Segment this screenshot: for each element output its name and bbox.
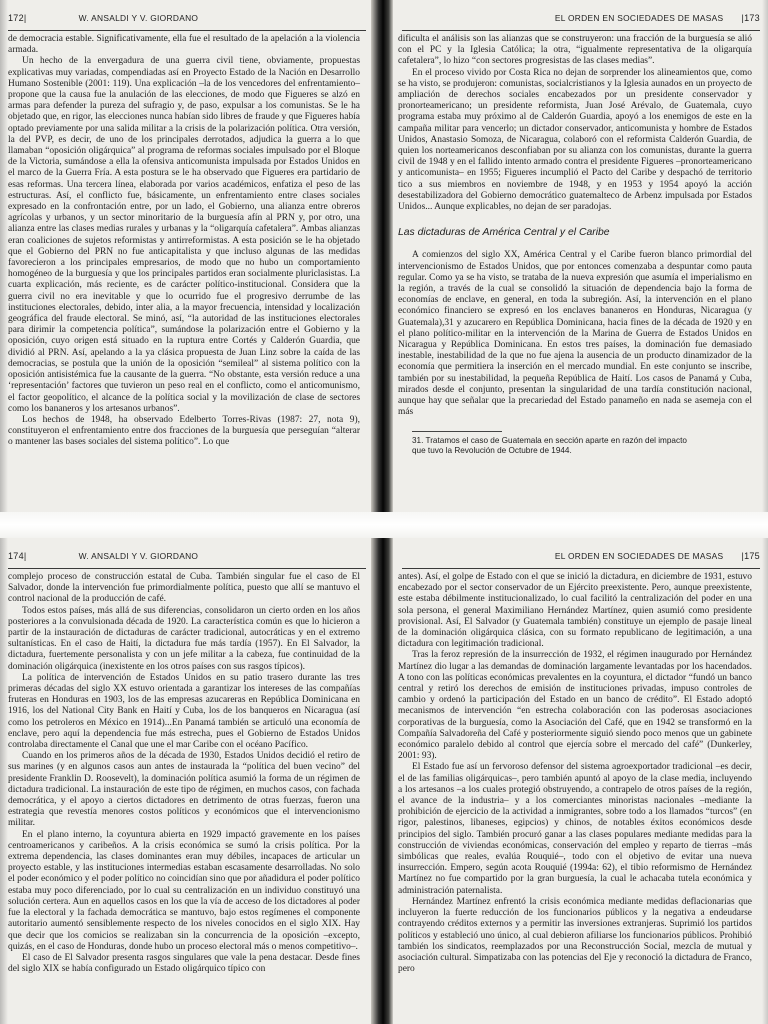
running-head bbox=[402, 6, 760, 31]
running-title: EL ORDEN EN SOCIEDADES DE MASAS bbox=[554, 13, 724, 23]
book-spine bbox=[371, 0, 393, 512]
paragraph: Un hecho de la envergadura de una guerra civil tiene, obviamente, propuestas explicativas muy variadas, compendiadas así en Proyecto Estado de la Nación en Desarrollo Humano Sostenible (2001: 119). Una explicación –la de los vencedores del enfrentamiento– propone que la causa fue la anulación de las elecciones, de modo que Figueres se alzó en armas para defender la pureza del sufragio y, de paso, expulsar a los comunistas. Se le ha objetado que, en rigor, las elecciones nunca habían sido libres de fraude y que Figueres había optado previamente por una salida militar a la crisis de la polarización política. Otra versión, la del PVP, es decir, de uno de los principales derrotados, adjudica la guerra a lo que llamaban “oposición oligárquica” al programa de reformas sociales impulsado por el Bloque de la Victoria, sumándose a ella la ofensiva anticomunista impulsada por Estados Unidos en el marco de la Guerra Fría. A esta postura se le ha observado que Figueres era partidario de esas reformas. Una tercera línea, elaborada por varios académicos, enfatiza el peso de las estructuras. Así, el conflicto fue, básicamente, un enfrentamiento entre clases sociales expresado en la confrontación entre, por un lado, el Gobierno, una alianza entre obreros agrícolas y urbanos, y un sector minoritario de la burguesía afín al PRN y, por otro, una alianza entre las clases medias rurales y urbanas y la “oligarquía cafetalera”. Ambas alianzas eran coaliciones de sujetos reformistas y antirreformistas. A esta posición se le ha objetado que el Gobierno del PRN no fue anticapitalista y que incluso algunas de las medidas favorecieron a los principales empresarios, de modo que no hubo un comportamiento homogéneo de la burguesía y que los principales partidos eran socialmente pluriclasistas. La cuarta explicación, más reciente, es de carácter político-institucional. Considera que la guerra civil no era inevitable y que lo ocurrido fue el progresivo derrumbe de las instituciones electorales, debido, inter alia, a la mayor frecuencia, intensidad y localización geográfica del fraude electoral. Se minó, así, “la autoridad de las instituciones electorales para dirimir la competencia política”, sumándose la polarización entre el Gobierno y la oposición, cuyo origen está situado en la ruptura entre Cortés y Calderón Guardia, que dividió al PRN. Así, apelando a la ya clásica propuesta de Juan Linz sobre la caída de las democracias, se postula que la unión de la oposición “semileal” al sistema político con la oposición antisistémica fue la causante de la guerra. “No obstante, esta versión reduce a una ‘representación’ factores que tuvieron un peso real en el conflicto, como el anticomunismo, el factor geopolítico, el alcance de la política social y la movilización de clase de sectores como los bananeros y los artesanos urbanos”. bbox=[8, 56, 360, 414]
section-heading: Las dictaduras de América Central y el Caribe bbox=[398, 227, 610, 239]
body-text bbox=[8, 34, 360, 512]
paragraph: Cuando en los primeros años de la década de 1930, Estados Unidos decidió el retiro de sus marines (y en algunos casos aun antes de instaurada la “política del buen vecino” del presidente Franklin D. Roosevelt), la dominación política asumió la forma de un régimen de dictadura tradicional. La instauración de este tipo de régimen, en muchos casos, con fachada democrática, y el apoyo a ciertos dictadores en detrimento de otras fuerzas, fueron una estrategia que revestía menores costos políticos y económicos que el intervencionismo militar. bbox=[8, 751, 360, 829]
page-edge-shadow bbox=[762, 0, 768, 512]
page-172 bbox=[0, 0, 374, 512]
footnote: 31. Tratamos el caso de Guatemala en sección aparte en razón del impacto que tuvo la Revolución de Octubre de 1944. bbox=[412, 435, 687, 455]
running-head bbox=[8, 544, 366, 569]
page-175 bbox=[394, 538, 768, 1024]
running-head bbox=[402, 544, 760, 569]
running-title: EL ORDEN EN SOCIEDADES DE MASAS bbox=[554, 551, 724, 561]
page-number: |173 bbox=[741, 13, 760, 23]
paragraph: En el plano interno, la coyuntura abierta en 1929 impactó gravemente en los países centroamericanos y caribeños. A la crisis económica se sumó la crisis política. Por la extrema dependencia, las clases dominantes eran muy débiles, incapaces de articular un proyecto estable, y las instituciones intermedias estaban escasamente desarrolladas. No solo el poder económico y el poder político no coincidían sino que por añadidura el poder político estaba muy poco diferenciado, por lo cual su centralización en un individuo constituyó una solución certera. Aun en aquellos casos en los que la vía de acceso de los dictadores al poder fue la electoral y la fachada democrática se mantuvo, bajo estos regímenes el componente autoritario aumentó sensiblemente respecto de los niveles conocidos en el siglo XIX. Hay que decir que los comicios se realizaban sin la concurrencia de la oposición –excepto, quizás, en el caso de Honduras, donde hubo un proceso electoral más o menos competitivo–. bbox=[8, 829, 360, 952]
paragraph: La política de intervención de Estados Unidos en su patio trasero durante las tres primeras décadas del siglo XX estuvo orientada a garantizar los intereses de las compañías fruteras en Honduras en 1903, los de las empresas azucareras en República Dominicana en 1916, los del National City Bank en Haití y Cuba, los de los banqueros en Nicaragua (así como los petroleros en México en 1914)...En Panamá también se articuló una economía de enclave, pero aquí la dependencia fue más estrecha, pues el Gobierno de Estados Unidos controlaba directamente el Canal que une el mar Caribe con el océano Pacífico. bbox=[8, 672, 360, 751]
page-edge-shadow bbox=[762, 538, 768, 1024]
body-text bbox=[8, 572, 360, 1024]
running-head bbox=[8, 6, 366, 31]
paragraph: antes). Así, el golpe de Estado con el que se inició la dictadura, en diciembre de 1931, estuvo encabezado por el sector conservador de un Ejército preexistente. Pero, aunque preexistente, este estaba débilmente institucionalizado, lo cual facilitó la centralización del poder en una sola persona, el general Maximiliano Hernández Martínez, quien asumió como presidente provisional. Así, El Salvador (y Guatemala también) constituye un ejemplo de pasaje lineal de la dominación oligárquica clásica, con su formato republicano de legitimación, a una dictadura con legitimación tradicional. bbox=[398, 572, 752, 650]
body-text bbox=[398, 572, 752, 1024]
paragraph: Los hechos de 1948, ha observado Edelberto Torres-Rivas (1987: 27, nota 9), constituyeron el enfrentamiento entre dos fracciones de la burguesía que perseguían “alterar o mantener las bases sociales del sistema político”. Lo que bbox=[8, 414, 360, 448]
page-edge-shadow bbox=[0, 538, 8, 1024]
page-number: 174| bbox=[8, 551, 27, 561]
running-title: W. ANSALDI Y V. GIORDANO bbox=[78, 13, 199, 23]
book-spine bbox=[371, 538, 393, 1024]
running-title: W. ANSALDI Y V. GIORDANO bbox=[78, 551, 199, 561]
page-174 bbox=[0, 538, 374, 1024]
paragraph: Tras la feroz represión de la insurrección de 1932, el régimen inaugurado por Hernández Martínez dio lugar a las demandas de dominación largamente levantadas por los hacendados. A tono con las políticas económicas prevalentes en la coyuntura, el dictador “fundó un banco central y retiró los derechos de emisión de instituciones privadas, impuso controles de cambio y ordenó la participación del Estado en un banco de crédito”. El Estado adoptó mecanismos de intervención “en estrecha colaboración con las poderosas asociaciones corporativas de la burguesía, como la Asociación del Café, que en 1942 se transformó en la Compañía Salvadoreña del Café y posteriormente siguió siendo poco menos que un gabinete económico paralelo debido al control que ejercía sobre el mercado del café” (Dunkerley, 2001: 93). bbox=[398, 650, 752, 762]
paragraph: El Estado fue así un fervoroso defensor del sistema agroexportador tradicional –es decir, el de las familias oligárquicas–, pero también apuntó al apoyo de la clase media, incluyendo a los artesanos –a los cuales protegió obstruyendo, a contrapelo de otros países de la región, el avance de la industria– y a los comerciantes minoristas nacionales –mediante la prohibición de ejercicio de la actividad a inmigrantes, sobre todo a los llamados “turcos” (en rigor, palestinos, libaneses, egipcios) y chinos, de notables éxitos económicos desde principios del siglo. También procuró ganar a las clases populares mediante medidas para la construcción de viviendas económicas, conservación del empleo y reparto de tierras –más simbólicas que reales, evalúa Rouquié–, todo con el objetivo de evitar una nueva insurrección. Empero, según acota Rouquié (1994a: 62), el tibio reformismo de Hernández Martínez no fue compartido por la gran burguesía, la cual le achacaba tutela económica y administración paternalista. bbox=[398, 762, 752, 896]
paragraph: En el proceso vivido por Costa Rica no dejan de sorprender los alineamientos que, como se ha visto, se produjeron: comunistas, socialcristianos y la Iglesia aunados en un proyecto de ampliación de derechos sociales encabezados por un presidente conservador y pronorteamericano; un presidente reformista, Juan José Arévalo, de Guatemala, cuyo programa estaba muy próximo al de Calderón Guardia, apoyó a los enemigos de este en la campaña militar para vencerlo; un dictador conservador, anticomunista y hombre de Estados Unidos, Anastasio Somoza, de Nicaragua, colaboró con el reformista Calderón Guardia, de quien los norteamericanos desconfiaban por su alianza con los comunistas, durante la guerra civil de 1948 y en el fallido intento armado contra el presidente Figueres –pronorteamericano y anticomunista– en 1955; Figueres incumplió el Pacto del Caribe y despachó de territorio tico a sus miembros en noviembre de 1948, y en 1953 y 1954 apoyó la acción desestabilizadora del Gobierno democrático guatemalteco de Arbenz impulsada por Estados Unidos... Aunque explicables, no dejan de ser paradojas. bbox=[398, 67, 752, 213]
paragraph: El caso de El Salvador presenta rasgos singulares que vale la pena destacar. Desde fines del siglo XIX se había configurado un Estado oligárquico típico con bbox=[8, 952, 360, 975]
scan-gap bbox=[0, 512, 768, 538]
paragraph: Hernández Martínez enfrentó la crisis económica mediante medidas deflacionarias que incluyeron la fuerte reducción de los funcionarios públicos y la negativa a endeudarse contrayendo créditos externos y a permitir las inversiones extranjeras. Suprimió los partidos políticos y estableció uno único, al cual debieron afiliarse los funcionarios públicos. Prohibió también los sindicatos, reemplazados por una Reconstrucción Social, mezcla de mutual y asociación cultural. Simpatizaba con las potencias del Eje y reconoció la dictadura de Franco, pero bbox=[398, 896, 752, 975]
paragraph: Todos estos países, más allá de sus diferencias, consolidaron un cierto orden en los años posteriores a la convulsionada década de 1920. La característica común es que lo hicieron a partir de la instauración de dictaduras de carácter tradicional, autocráticas y en el extremo sultanísticas. En el caso de Haití, la dictadura fue más tardía (1957). En El Salvador, la dictadura, fuertemente personalista y con un jefe militar a la cabeza, fue continuidad de la dominación oligárquica (inexistente en los otros países con sus rasgos típicos). bbox=[8, 605, 360, 672]
page-number: |175 bbox=[741, 551, 760, 561]
body-text bbox=[398, 34, 752, 512]
paragraph: A comienzos del siglo XX, América Central y el Caribe fueron blanco primordial del intervencionismo de Estados Unidos, que por entonces comenzaba a despuntar como pauta regular. Como ya se ha visto, se trataba de la nueva expresión que asumía el imperialismo en la región, a través de la cual se consolidó la situación de dependencia bajo la forma de economías de enclave, en general, en toda la subregión. Así, la intervención en el plano económico financiero se expresó en los enclaves bananeros en Honduras, Nicaragua (y Guatemala),31 y azucarero en República Dominicana, hacia fines de la década de 1920 y en el plano político-militar en la intervención de la Marina de Guerra de Estados Unidos en Nicaragua y República Dominicana. En estos tres países, la dominación fue demasiado inestable, inestabilidad de la que no fue ajena la ausencia de un producto dinamizador de la economía que permitiera la inserción en el mercado mundial. En este conjunto se inscribe, también por su inestabilidad, la pequeña República de Haití. Los casos de Panamá y Cuba, mirados desde el conjunto, presentan la singularidad de una tardía constitución nacional, aunque hay que señalar que la precariedad del Estado panameño en nada se asemeja con el más bbox=[398, 250, 752, 418]
page-number: 172| bbox=[8, 13, 27, 23]
paragraph: de democracia estable. Significativamente, ella fue el resultado de la apelación a la violencia armada. bbox=[8, 34, 360, 56]
page-edge-shadow bbox=[0, 0, 8, 512]
paragraph: dificulta el análisis son las alianzas que se construyeron: una fracción de la burguesía se alió con el PC y la Iglesia Católica; la otra, “igualmente representativa de la oligarquía cafetalera”, lo hizo “con sectores progresistas de las clases medias”. bbox=[398, 34, 752, 67]
bottom-spread bbox=[0, 538, 768, 1024]
paragraph: complejo proceso de construcción estatal de Cuba. También singular fue el caso de El Salvador, donde la intervención fue primordialmente política, puesto que allí se mantuvo el control nacional de la producción de café. bbox=[8, 572, 360, 605]
page-173 bbox=[394, 0, 768, 512]
footnote-rule bbox=[412, 431, 502, 432]
